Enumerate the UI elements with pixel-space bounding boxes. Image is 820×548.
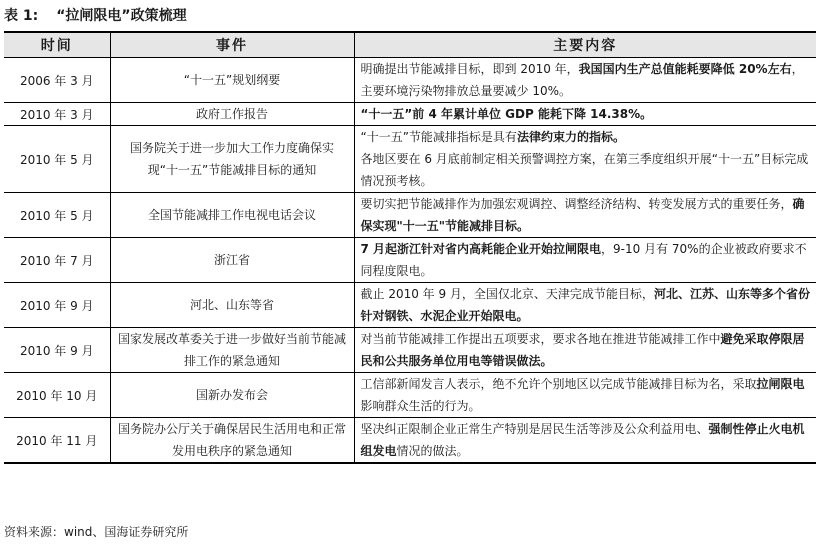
content-emphasis: 避免采取停限居民和公共服务单位用电等错误做法。	[360, 332, 805, 368]
header-row	[4, 32, 816, 58]
header-time: 时间	[4, 32, 110, 58]
table-row	[4, 283, 816, 328]
content-emphasis: 确保实现"十一五"节能减排目标。	[360, 197, 805, 233]
source-note: 资料来源：wind、国海证券研究所	[4, 525, 189, 539]
cell-event: 河北、山东等省	[110, 283, 354, 328]
content-text: ，9-10 月有 70%的企业被政府要求不同程度限电。	[360, 242, 807, 278]
cell-event: “十一五”规划纲要	[110, 58, 354, 103]
table-row	[4, 103, 816, 126]
content-emphasis: “十一五”前 4 年累计单位 GDP 能耗下降 14.38%。	[360, 107, 653, 121]
content-emphasis: 拉闸限电	[756, 377, 805, 391]
cell-date: 2010 年 7 月	[4, 238, 110, 283]
cell-date: 2010 年 5 月	[4, 126, 110, 193]
table-title	[4, 4, 187, 28]
cell-content	[354, 238, 816, 283]
cell-date: 2010 年 10 月	[4, 373, 110, 418]
content-text: 明确提出节能减排目标，即到 2010 年，	[360, 62, 579, 76]
content-text: 截止 2010 年 9 月，全国仅北京、天津完成节能目标，	[360, 287, 654, 301]
content-text: 各地区要在 6 月底前制定相关预警调控方案，在第三季度组织开展“十一五”目标完成情况预考核。	[360, 152, 809, 188]
cell-event: 浙江省	[110, 238, 354, 283]
content-text: 情况的做法。	[396, 444, 469, 458]
table-row	[4, 373, 816, 418]
cell-event: 国务院关于进一步加大工作力度确保实现“十一五”节能减排目标的通知	[110, 126, 354, 193]
table-row	[4, 193, 816, 238]
cell-content	[354, 193, 816, 238]
table-row	[4, 328, 816, 373]
header-event: 事件	[110, 32, 354, 58]
cell-date: 2010 年 3 月	[4, 103, 110, 126]
cell-content	[354, 418, 816, 464]
cell-date: 2010 年 11 月	[4, 418, 110, 464]
cell-event: 国新办发布会	[110, 373, 354, 418]
cell-content	[354, 58, 816, 103]
cell-event: 政府工作报告	[110, 103, 354, 126]
content-text: 影响群众生活的行为。	[360, 399, 481, 413]
table-title-text: “拉闸限电”政策梳理	[56, 8, 187, 24]
content-text: ，主要环境污染物排放总量要减少 10%。	[360, 62, 804, 98]
table-row	[4, 418, 816, 464]
table-row	[4, 58, 816, 103]
cell-date: 2006 年 3 月	[4, 58, 110, 103]
content-text: 要切实把节能减排作为加强宏观调控、调整经济结构、转变发展方式的重要任务，	[360, 197, 793, 211]
cell-event: 全国节能减排工作电视电话会议	[110, 193, 354, 238]
cell-content	[354, 283, 816, 328]
cell-date: 2010 年 5 月	[4, 193, 110, 238]
content-text: 工信部新闻发言人表示，绝不允许个别地区以完成节能减排目标为名，采取	[360, 377, 757, 391]
header-content: 主要内容	[354, 32, 816, 58]
policy-table	[4, 31, 816, 464]
content-text: 坚决纠正限制企业正常生产特别是居民生活等涉及公众利益用电、	[360, 422, 709, 436]
cell-event: 国务院办公厅关于确保居民生活用电和正常发用电秩序的紧急通知	[110, 418, 354, 464]
cell-content	[354, 126, 816, 193]
content-emphasis: 强制性停止火电机组发电	[360, 422, 805, 458]
content-text: 对当前节能减排工作提出五项要求，要求各地在推进节能减排工作中	[360, 332, 721, 346]
content-emphasis: 7 月起浙江针对省内高耗能企业开始拉闸限电	[360, 242, 602, 256]
table-row	[4, 238, 816, 283]
content-emphasis: 我国国内生产总值能耗要降低 20%左右	[578, 62, 792, 76]
cell-date: 2010 年 9 月	[4, 283, 110, 328]
cell-event: 国家发展改革委关于进一步做好当前节能减排工作的紧急通知	[110, 328, 354, 373]
table-number: 表 1:	[4, 8, 39, 24]
table-row	[4, 126, 816, 193]
content-emphasis: 河北、江苏、山东等多个省份针对钢铁、水泥企业开始限电。	[360, 287, 810, 323]
cell-content	[354, 373, 816, 418]
cell-date: 2010 年 9 月	[4, 328, 110, 373]
content-text: “十一五”节能减排指标是具有	[360, 130, 517, 144]
content-emphasis: 法律约束力的指标。	[516, 130, 625, 144]
cell-content	[354, 328, 816, 373]
cell-content	[354, 103, 816, 126]
